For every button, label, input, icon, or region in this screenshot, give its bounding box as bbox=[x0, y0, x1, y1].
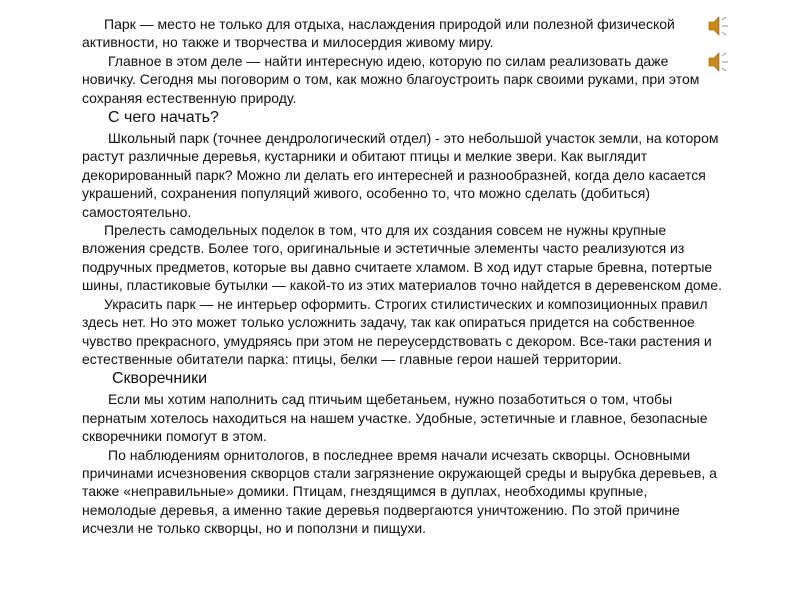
section1-paragraph-2: Прелесть самодельных поделок в том, что для их создания совсем не нужны крупные вложения средств. Более того, оригинальные и эстетичные элементы часто реализуются из подручных предметов, которые вы давно считаете хламом. В ход идут старые бревна, потертые шины, пластиковые бутылки — какой-то из этих материалов точно найдется в деревенском доме. bbox=[82, 222, 722, 294]
intro-paragraph-2: Главное в этом деле — найти интересную идею, которую по силам реализовать даже новичку. Сегодня мы поговорим о том, как можно благоустроить парк своими руками, при этом сохраняя естественную природу. bbox=[82, 52, 700, 106]
intro-paragraph-1: Парк — место не только для отдыха, наслаждения природой или полезной физической активности, но также и творчества и милосердия живому миру. bbox=[82, 16, 675, 51]
section1-paragraph-1: Школьный парк (точнее дендрологический отдел) - это небольшой участок земли, на котором растут различные деревья, кустарники и обитают птицы и мелкие звери. Как выглядит декорированный парк? Можно ли делать его интересней и разнообразней, когда дело касается украшений, сохранения популяций живого, особенно то, что можно сделать (добиться) самостоятельно. bbox=[82, 130, 719, 220]
section2-paragraph-1: Если мы хотим наполнить сад птичьим щебетаньем, нужно позаботиться о том, чтобы пернатым хотелось находиться на нашем участке. Удобные, эстетичные и главное, безопасные скворечники помогут в этом. bbox=[82, 391, 708, 445]
section-heading-birdhouses: Скворечники bbox=[112, 370, 208, 388]
section-heading-start: С чего начать? bbox=[108, 109, 219, 127]
section1-paragraph-3: Украсить парк — не интерьер оформить. Строгих стилистических и композиционных правил здесь нет. Но это может только усложнить задачу, так как опираться придется на собственное чувство прекрасного, умудряясь при этом не переусердствовать с декором. Все-таки растения и естественные обитатели парка: птицы, белки — главные герои нашей территории. bbox=[82, 295, 712, 367]
section2-paragraph-2: По наблюдениям орнитологов, в последнее время начали исчезать скворцы. Основными причинами исчезновения скворцов стали загрязнение окружающей среды и вырубка деревьев, а также «неправильные» домики. Птицам, гнездящимся в дуплах, необходимы крупные, немолодые деревья, а именно такие деревья подвергаются уничтожению. По этой причине исчезли не только скворцы, но и поползни и пищухи. bbox=[82, 446, 717, 537]
document-body bbox=[82, 15, 722, 538]
